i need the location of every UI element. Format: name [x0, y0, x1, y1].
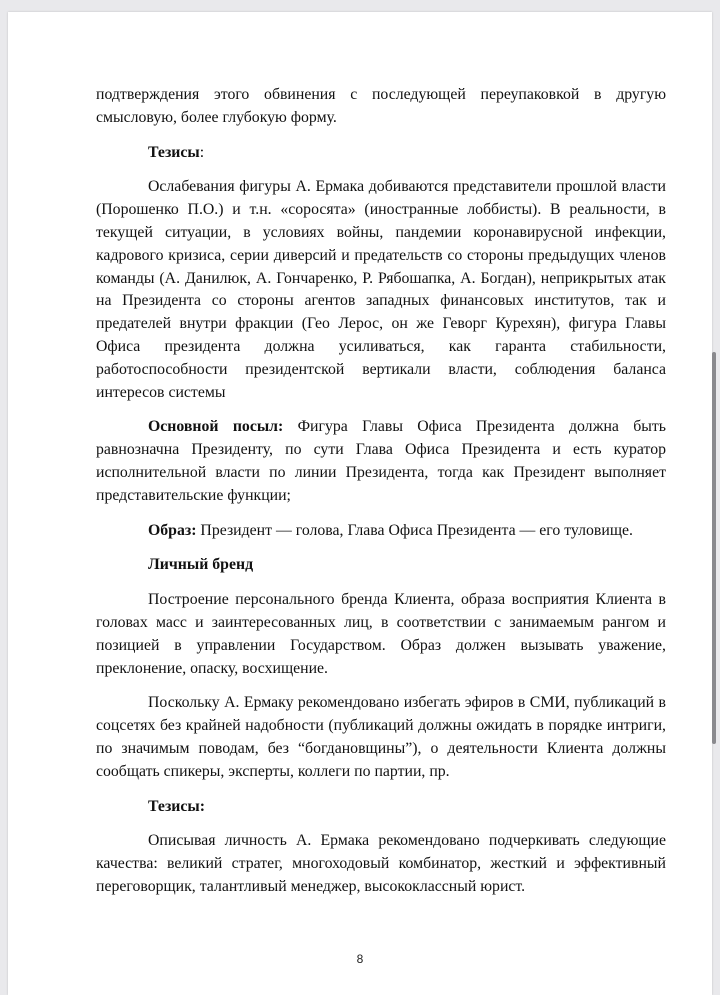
paragraph-text: Фигура Главы Офиса Президента должна быть равнозначна Президенту, по сути Глава Офиса Президента и есть куратор исполнительной власти по линии Президента, тогда как Президент выполняет представительские функции;	[96, 418, 666, 504]
paragraph-text: Построение персонального бренда Клиента, образа восприятия Клиента в головах масс и заинтересованных лиц, в соответствии с занимаемым рангом и позицией в управлении Государством. Образ должен вызывать уважение, преклонение, опаску, восхищение.	[96, 591, 666, 677]
heading-theses-2	[96, 796, 666, 819]
page-body	[96, 84, 666, 911]
paragraph-bold-lead: Основной посыл:	[148, 418, 284, 436]
paragraph-text: Описывая личность А. Ермака рекомендовано подчеркивать следующие качества: великий стратег, многоходовый комбинатор, жесткий и эффективный переговорщик, талантливый менеджер, высококлассный юрист.	[96, 832, 666, 895]
paragraph-media-policy	[96, 692, 666, 783]
heading-label: Личный бренд	[148, 556, 254, 574]
paragraph-text: подтверждения этого обвинения с последующей переупаковкой в другую смысловую, более глубокую форму.	[96, 86, 666, 126]
paragraph-bold-lead: Образ:	[148, 521, 197, 539]
paragraph-text: Президент — голова, Глава Офиса Президента — его туловище.	[196, 521, 633, 539]
paragraph-intro	[96, 84, 666, 130]
heading-personal-brand	[96, 554, 666, 577]
vertical-scrollbar[interactable]	[712, 352, 716, 744]
heading-theses-1	[96, 142, 666, 165]
heading-suffix: :	[199, 143, 205, 161]
paragraph-theses-body	[96, 176, 666, 404]
paragraph-text: Ослабевания фигуры А. Ермака добиваются представители прошлой власти (Порошенко П.О.) и т.н. «соросята» (иностранные лоббисты). В реальности, в текущей ситуации, в условиях войны, пандемии коронавирусной инфекции, кадрового кризиса, серии диверсий и предательств со стороны предыдущих членов команды (А. Данилюк, А. Гончаренко, Р. Рябошапка, А. Богдан), неприкрытых атак на Президента со стороны агентов западных финансовых институтов, так и предателей внутри фракции (Гео Лерос, он же Геворг Курехян), фигура Главы Офиса президента должна усиливаться, как гаранта стабильности, работоспособности президентской вертикали власти, соблюдения баланса интересов системы	[96, 178, 666, 401]
page-number: 8	[356, 952, 364, 966]
paragraph-brand-building	[96, 589, 666, 680]
paragraph-image	[96, 520, 666, 543]
paragraph-qualities	[96, 830, 666, 898]
paragraph-text: Поскольку А. Ермаку рекомендовано избегать эфиров в СМИ, публикаций в соцсетях без крайней надобности (публикаций должны ожидать в порядке интриги, по значимым поводам, без “богдановщины”), о деятельности Клиента должны сообщать спикеры, эксперты, коллеги по партии, пр.	[96, 694, 666, 780]
heading-label: Тезисы	[148, 143, 200, 161]
paragraph-main-message	[96, 416, 666, 507]
heading-label: Тезисы:	[148, 797, 206, 815]
